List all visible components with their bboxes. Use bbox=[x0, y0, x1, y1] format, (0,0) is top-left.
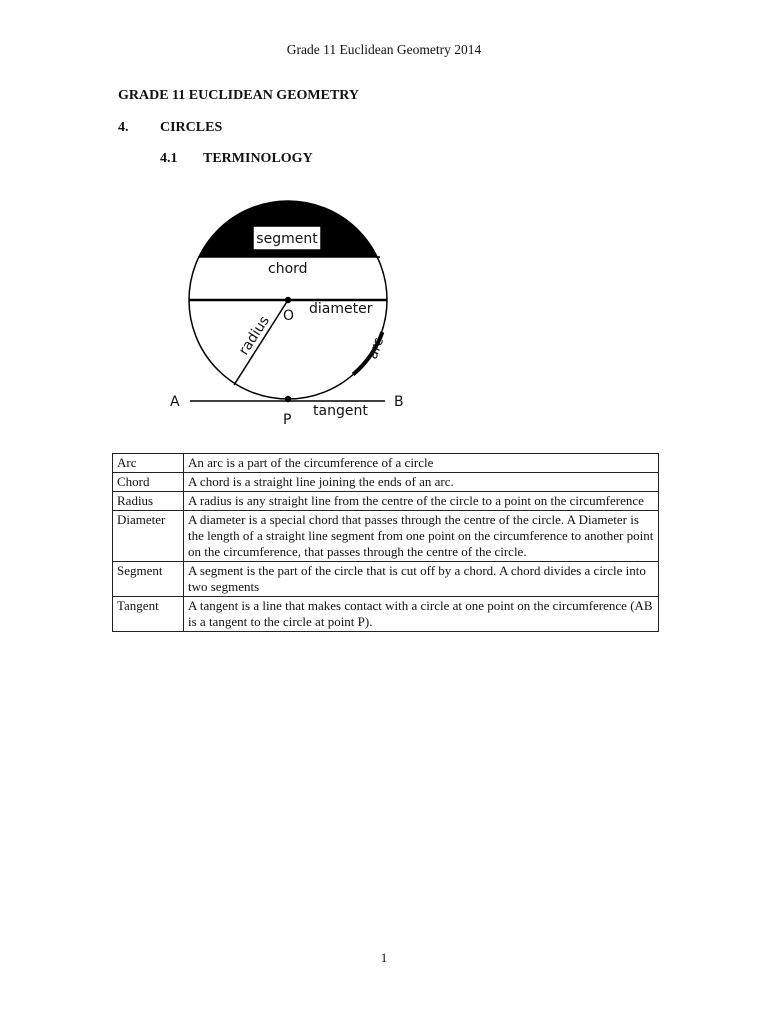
table-row bbox=[113, 473, 659, 492]
term-cell: Segment bbox=[113, 562, 184, 597]
definition-cell: A chord is a straight line joining the ends of an arc. bbox=[184, 473, 659, 492]
definition-cell: A segment is the part of the circle that is cut off by a chord. A chord divides a circle into two segments bbox=[184, 562, 659, 597]
terminology-table bbox=[112, 453, 659, 632]
table-row bbox=[113, 511, 659, 562]
chord-label: chord bbox=[268, 261, 308, 277]
definition-cell: A radius is any straight line from the centre of the circle to a point on the circumference bbox=[184, 492, 659, 511]
tangent-point bbox=[285, 396, 291, 402]
subsection-number: 4.1 bbox=[160, 151, 178, 166]
document-title: GRADE 11 EUCLIDEAN GEOMETRY bbox=[118, 88, 360, 103]
subsection-title: TERMINOLOGY bbox=[203, 151, 313, 166]
centre-label: O bbox=[283, 308, 295, 324]
page-number: 1 bbox=[380, 950, 388, 965]
point-a-label: A bbox=[170, 394, 180, 410]
running-header: Grade 11 Euclidean Geometry 2014 bbox=[286, 42, 482, 57]
term-cell: Chord bbox=[113, 473, 184, 492]
term-cell: Arc bbox=[113, 454, 184, 473]
arc-label: arc bbox=[364, 335, 388, 362]
term-cell: Radius bbox=[113, 492, 184, 511]
term-cell: Diameter bbox=[113, 511, 184, 562]
point-p-label: P bbox=[283, 412, 292, 428]
table-row bbox=[113, 492, 659, 511]
tangent-label: tangent bbox=[313, 403, 368, 419]
table-row bbox=[113, 562, 659, 597]
section-number: 4. bbox=[118, 120, 129, 135]
diameter-label: diameter bbox=[309, 301, 373, 317]
definition-cell: A tangent is a line that makes contact with a circle at one point on the circumference (AB is a tangent to the circle at point P). bbox=[184, 597, 659, 632]
radius-label: radius bbox=[235, 313, 273, 359]
section-title: CIRCLES bbox=[160, 120, 223, 135]
point-b-label: B bbox=[394, 394, 404, 410]
table-row bbox=[113, 454, 659, 473]
definition-cell: A diameter is a special chord that passes through the centre of the circle. A Diameter is the length of a straight line segment from one point on the circumference to another point on the circumference, that passes through the centre of the circle. bbox=[184, 511, 659, 562]
term-cell: Tangent bbox=[113, 597, 184, 632]
definition-cell: An arc is a part of the circumference of a circle bbox=[184, 454, 659, 473]
circle-diagram-svg bbox=[150, 180, 430, 430]
segment-label: segment bbox=[256, 231, 318, 247]
circle-terminology-diagram bbox=[150, 180, 430, 430]
table-row bbox=[113, 597, 659, 632]
